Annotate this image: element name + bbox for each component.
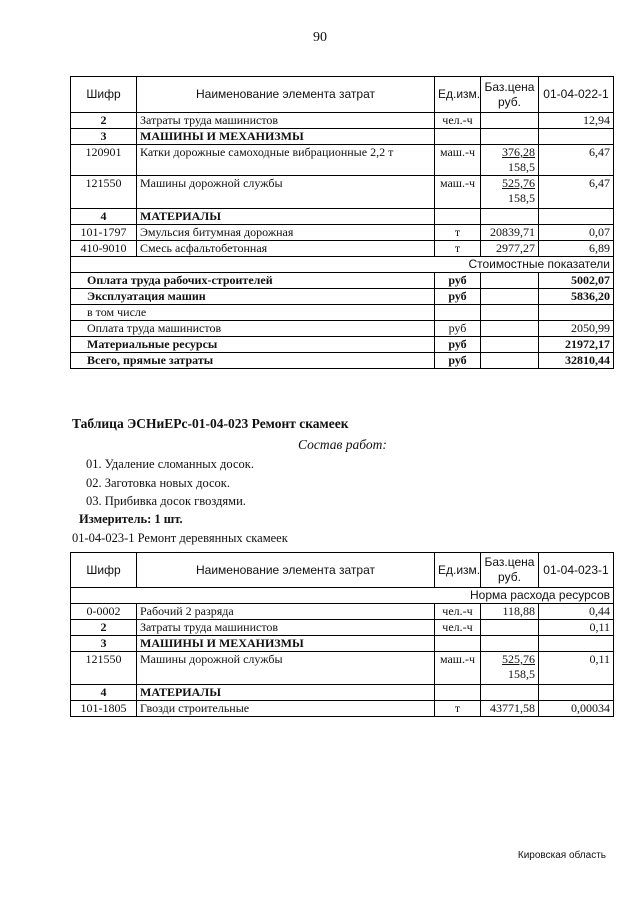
- row-price: [481, 176, 539, 209]
- price-value: 525,76: [502, 176, 535, 190]
- measure-unit: Измеритель: 1 шт.: [79, 512, 183, 526]
- row-code: 4: [71, 209, 137, 225]
- row-name: МАШИНЫ И МЕХАНИЗМЫ: [137, 636, 435, 652]
- summary-name: Материальные ресурсы: [71, 337, 435, 353]
- row-unit: т: [435, 701, 481, 717]
- row-code: 101-1797: [71, 225, 137, 241]
- price-index: 158,5: [508, 191, 535, 205]
- row-name: Рабочий 2 разряда: [137, 604, 435, 620]
- row-name: Гвозди строительные: [137, 701, 435, 717]
- row-unit: т: [435, 241, 481, 257]
- row-unit: чел.-ч: [435, 604, 481, 620]
- row-value: 0,07: [539, 225, 614, 241]
- row-value: 12,94: [539, 113, 614, 129]
- row-code: 2: [71, 620, 137, 636]
- summary-value: 2050,99: [539, 321, 614, 337]
- row-unit: маш.-ч: [435, 652, 481, 685]
- row-unit: маш.-ч: [435, 176, 481, 209]
- row-value: 6,47: [539, 176, 614, 209]
- col-code-header: Шифр: [71, 553, 137, 588]
- summary-row: [71, 305, 614, 321]
- table-row: [71, 701, 614, 717]
- col-code-header: Шифр: [71, 77, 137, 113]
- summary-value: 32810,44: [539, 353, 614, 369]
- summary-row: [71, 289, 614, 305]
- col-unit-header: Ед.изм.: [435, 553, 481, 588]
- resource-table-2: [70, 552, 614, 717]
- table-row: [71, 209, 614, 225]
- row-name: МАШИНЫ И МЕХАНИЗМЫ: [137, 129, 435, 145]
- work-step: 02. Заготовка новых досок.: [86, 476, 231, 490]
- row-price: 2977,27: [481, 241, 539, 257]
- summary-name: в том числе: [71, 305, 435, 321]
- summary-unit: руб: [435, 321, 481, 337]
- row-name: Эмульсия битумная дорожная: [137, 225, 435, 241]
- row-price: 118,88: [481, 604, 539, 620]
- summary-name: Оплата труда машинистов: [71, 321, 435, 337]
- row-unit: т: [435, 225, 481, 241]
- row-code: 101-1805: [71, 701, 137, 717]
- row-name: Катки дорожные самоходные вибрационные 2,2 т: [137, 145, 435, 176]
- work-step: 03. Прибивка досок гвоздями.: [86, 494, 246, 508]
- summary-name: Всего, прямые затраты: [71, 353, 435, 369]
- row-price: 43771,58: [481, 701, 539, 717]
- summary-unit: руб: [435, 273, 481, 289]
- price-value: 525,76: [502, 652, 535, 666]
- table-row: [71, 620, 614, 636]
- work-item: 01-04-023-1 Ремонт деревянных скамеек: [72, 531, 288, 545]
- summary-row: [71, 337, 614, 353]
- table-row: [71, 604, 614, 620]
- summary-unit: руб: [435, 337, 481, 353]
- row-name: Машины дорожной службы: [137, 176, 435, 209]
- table-row: [71, 652, 614, 685]
- cost-header: Стоимостные показатели: [71, 257, 614, 273]
- row-value: 6,47: [539, 145, 614, 176]
- price-index: 158,5: [508, 667, 535, 681]
- row-value: 6,89: [539, 241, 614, 257]
- section-title: Таблица ЭСНиЕРс-01-04-023 Ремонт скамеек: [72, 416, 349, 431]
- col-rate-header: 01-04-022-1: [539, 77, 614, 113]
- table-row: [71, 636, 614, 652]
- summary-name: Эксплуатация машин: [71, 289, 435, 305]
- price-index: 158,5: [508, 160, 535, 174]
- row-price: [481, 652, 539, 685]
- row-code: 120901: [71, 145, 137, 176]
- row-value: 0,11: [539, 620, 614, 636]
- row-code: 410-9010: [71, 241, 137, 257]
- row-name: МАТЕРИАЛЫ: [137, 209, 435, 225]
- summary-row: [71, 321, 614, 337]
- summary-name: Оплата труда рабочих-строителей: [71, 273, 435, 289]
- row-unit: маш.-ч: [435, 145, 481, 176]
- summary-value: 21972,17: [539, 337, 614, 353]
- work-step: 01. Удаление сломанных досок.: [86, 457, 254, 471]
- summary-value: 5836,20: [539, 289, 614, 305]
- row-name: Смесь асфальтобетонная: [137, 241, 435, 257]
- row-code: 121550: [71, 176, 137, 209]
- col-name-header: Наименование элемента затрат: [137, 77, 435, 113]
- summary-row: [71, 273, 614, 289]
- row-code: 2: [71, 113, 137, 129]
- footer-region: Кировская область: [517, 850, 606, 861]
- row-unit: чел.-ч: [435, 620, 481, 636]
- composition-title: Состав работ:: [298, 437, 387, 452]
- resource-table-1: [70, 76, 614, 369]
- table-row: [71, 129, 614, 145]
- row-name: Затраты труда машинистов: [137, 113, 435, 129]
- summary-unit: руб: [435, 289, 481, 305]
- table-row: [71, 225, 614, 241]
- summary-unit: руб: [435, 353, 481, 369]
- table-row: [71, 176, 614, 209]
- col-price-header: Баз.цена руб.: [481, 553, 539, 588]
- row-value: 0,44: [539, 604, 614, 620]
- summary-row: [71, 353, 614, 369]
- row-value: 0,11: [539, 652, 614, 685]
- row-name: Затраты труда машинистов: [137, 620, 435, 636]
- row-price: [481, 620, 539, 636]
- row-code: 3: [71, 129, 137, 145]
- table-row: [71, 145, 614, 176]
- table-header-row: [71, 77, 614, 113]
- row-unit: чел.-ч: [435, 113, 481, 129]
- row-price: [481, 145, 539, 176]
- row-code: 4: [71, 685, 137, 701]
- col-unit-header: Ед.изм.: [435, 77, 481, 113]
- norm-header-row: [71, 588, 614, 604]
- col-rate-header: 01-04-023-1: [539, 553, 614, 588]
- norm-header: Норма расхода ресурсов: [71, 588, 614, 604]
- table-row: [71, 241, 614, 257]
- col-name-header: Наименование элемента затрат: [137, 553, 435, 588]
- row-name: Машины дорожной службы: [137, 652, 435, 685]
- page-number: 90: [313, 30, 327, 45]
- row-value: 0,00034: [539, 701, 614, 717]
- cost-header-row: [71, 257, 614, 273]
- price-value: 376,28: [502, 145, 535, 159]
- row-code: 0-0002: [71, 604, 137, 620]
- row-name: МАТЕРИАЛЫ: [137, 685, 435, 701]
- row-price: [481, 113, 539, 129]
- table-row: [71, 685, 614, 701]
- table-row: [71, 113, 614, 129]
- row-price: 20839,71: [481, 225, 539, 241]
- row-code: 121550: [71, 652, 137, 685]
- row-code: 3: [71, 636, 137, 652]
- col-price-header: Баз.цена руб.: [481, 77, 539, 113]
- summary-value: 5002,07: [539, 273, 614, 289]
- table-header-row: [71, 553, 614, 588]
